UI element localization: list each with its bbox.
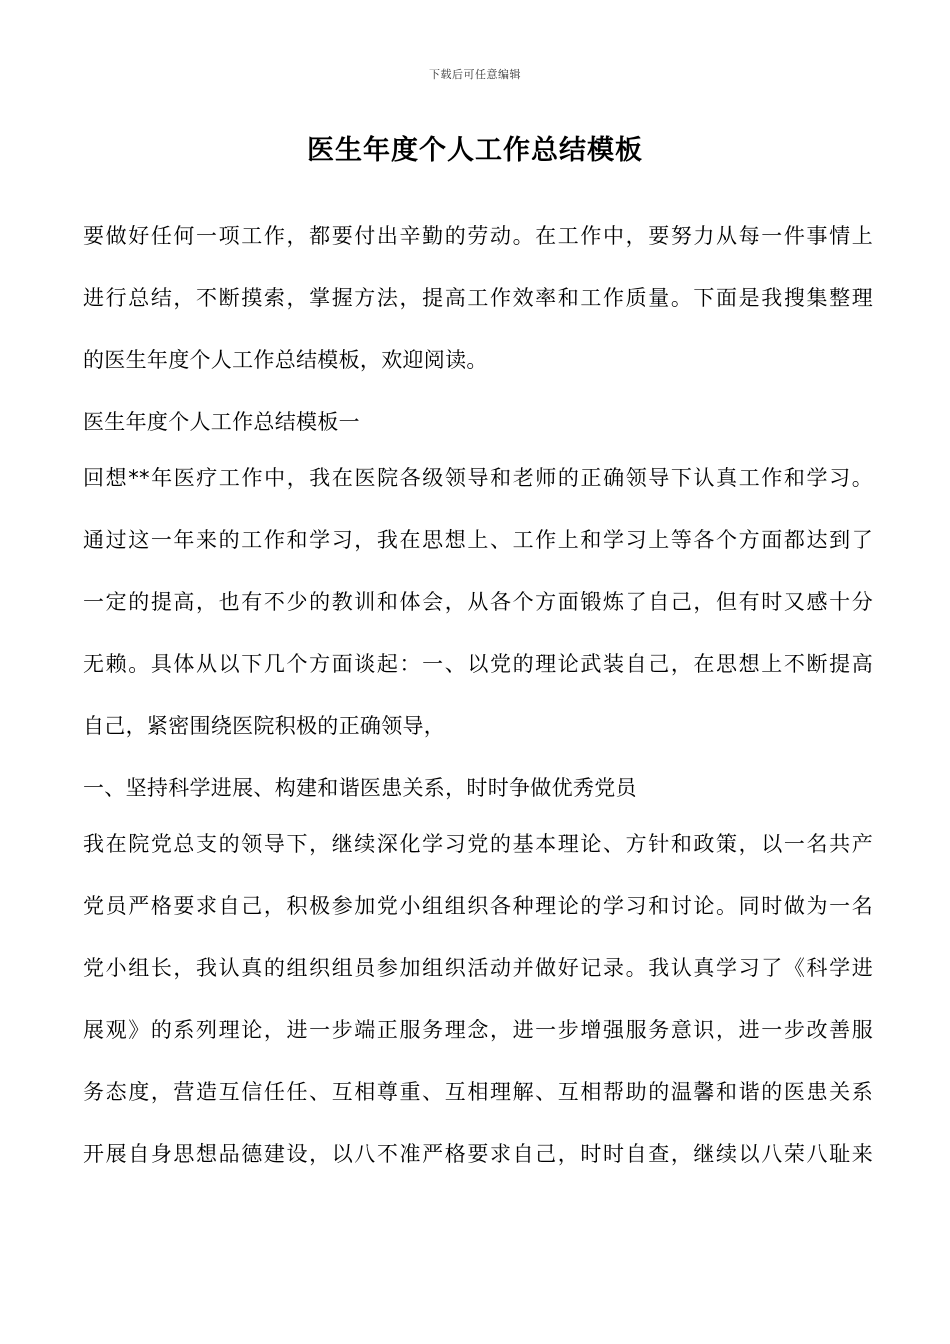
header-note: 下载后可任意编辑 [429,68,521,81]
body-line: 要做好任何一项工作，都要付出辛勤的劳动。在工作中，要努力从每一件事情上 [83,224,873,248]
body-line: 务态度，营造互信任任、互相尊重、互相理解、互相帮助的温馨和谐的医患关系 [83,1080,873,1104]
body-line: 我在院党总支的领导下，继续深化学习党的基本理论、方针和政策，以一名共产 [83,832,873,856]
body-line: 自己，紧密围绕医院积极的正确领导， [83,714,446,738]
body-line: 党员严格要求自己，积极参加党小组组织各种理论的学习和讨论。同时做为一名 [83,894,873,918]
body-line: 进行总结，不断摸索，掌握方法，提高工作效率和工作质量。下面是我搜集整理 [83,286,873,310]
body-line: 开展自身思想品德建设，以八不准严格要求自己，时时自查，继续以八荣八耻来 [83,1142,873,1166]
document-body [83,218,873,1198]
body-line: 回想**年医疗工作中，我在医院各级领导和老师的正确领导下认真工作和学习。 [83,466,873,490]
section-heading: 一、坚持科学进展、构建和谐医患关系，时时争做优秀党员 [83,776,637,800]
body-line: 的医生年度个人工作总结模板，欢迎阅读。 [83,348,488,372]
body-line: 无赖。具体从以下几个方面谈起：一、以党的理论武装自己，在思想上不断提高 [83,652,873,676]
document-title: 医生年度个人工作总结模板 [307,135,643,166]
body-line: 一定的提高，也有不少的教训和体会，从各个方面锻炼了自己，但有时又感十分 [83,590,873,614]
body-line: 通过这一年来的工作和学习，我在思想上、工作上和学习上等各个方面都达到了 [83,528,873,552]
body-line: 展观》的系列理论，进一步端正服务理念，进一步增强服务意识，进一步改善服 [83,1018,873,1042]
body-line: 党小组长，我认真的组织组员参加组织活动并做好记录。我认真学习了《科学进 [83,956,873,980]
section-heading: 医生年度个人工作总结模板一 [83,410,360,434]
